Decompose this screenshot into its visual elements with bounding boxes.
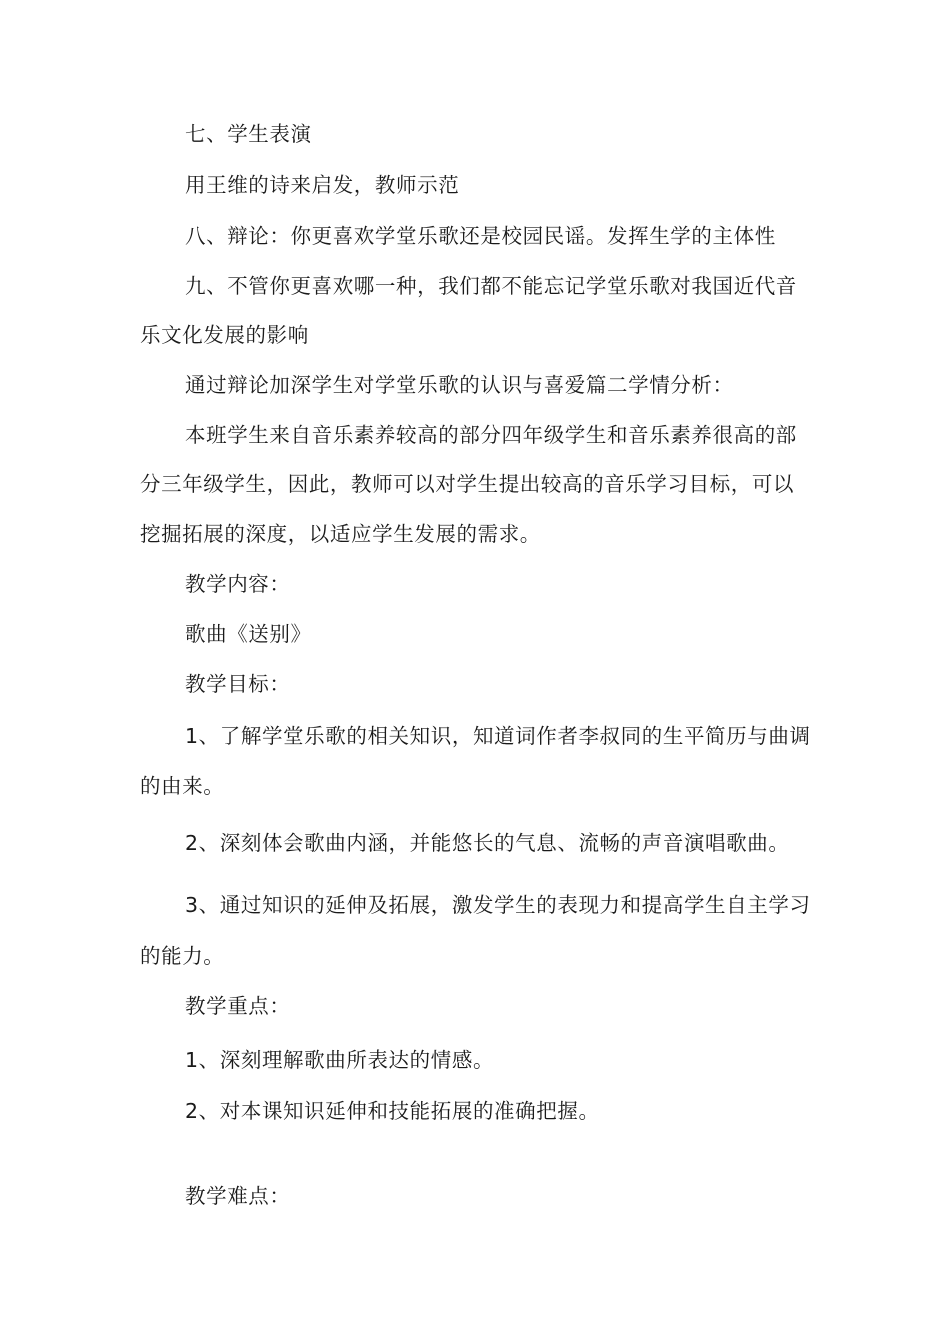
list-item: 3、通过知识的延伸及拓展，激发学生的表现力和提高学生自主学习: [185, 893, 811, 917]
paragraph-line: 的由来。: [140, 774, 225, 798]
list-item: 1、深刻理解歌曲所表达的情感。: [185, 1048, 495, 1072]
heading-teaching-content: 教学内容：: [185, 572, 291, 596]
paragraph-line: 分三年级学生，因此，教师可以对学生提出较高的音乐学习目标，可以: [140, 472, 795, 496]
paragraph-line: 挖掘拓展的深度，以适应学生发展的需求。: [140, 522, 541, 546]
heading-teaching-goals: 教学目标：: [185, 672, 291, 696]
song-title-line: 歌曲《送别》: [185, 622, 312, 646]
section-heading-eight: 八、辩论：你更喜欢学堂乐歌还是校园民谣。发挥生学的主体性: [185, 224, 776, 248]
list-item: 2、对本课知识延伸和技能拓展的准确把握。: [185, 1099, 600, 1123]
list-item: 2、深刻体会歌曲内涵，并能悠长的气息、流畅的声音演唱歌曲。: [185, 831, 790, 855]
paragraph-line: 的能力。: [140, 944, 225, 968]
section-heading-nine: 九、不管你更喜欢哪一种，我们都不能忘记学堂乐歌对我国近代音: [185, 274, 797, 298]
list-item: 1、了解学堂乐歌的相关知识，知道词作者李叔同的生平简历与曲调: [185, 724, 811, 748]
paragraph-line: 用王维的诗来启发，教师示范: [185, 173, 460, 197]
paragraph-line: 乐文化发展的影响: [140, 323, 309, 347]
heading-teaching-difficulty: 教学难点：: [185, 1184, 291, 1208]
heading-teaching-focus: 教学重点：: [185, 994, 291, 1018]
paragraph-line: 本班学生来自音乐素养较高的部分四年级学生和音乐素养很高的部: [185, 423, 797, 447]
section-heading-seven: 七、学生表演: [185, 122, 312, 146]
paragraph-line: 通过辩论加深学生对学堂乐歌的认识与喜爱篇二学情分析：: [185, 373, 734, 397]
